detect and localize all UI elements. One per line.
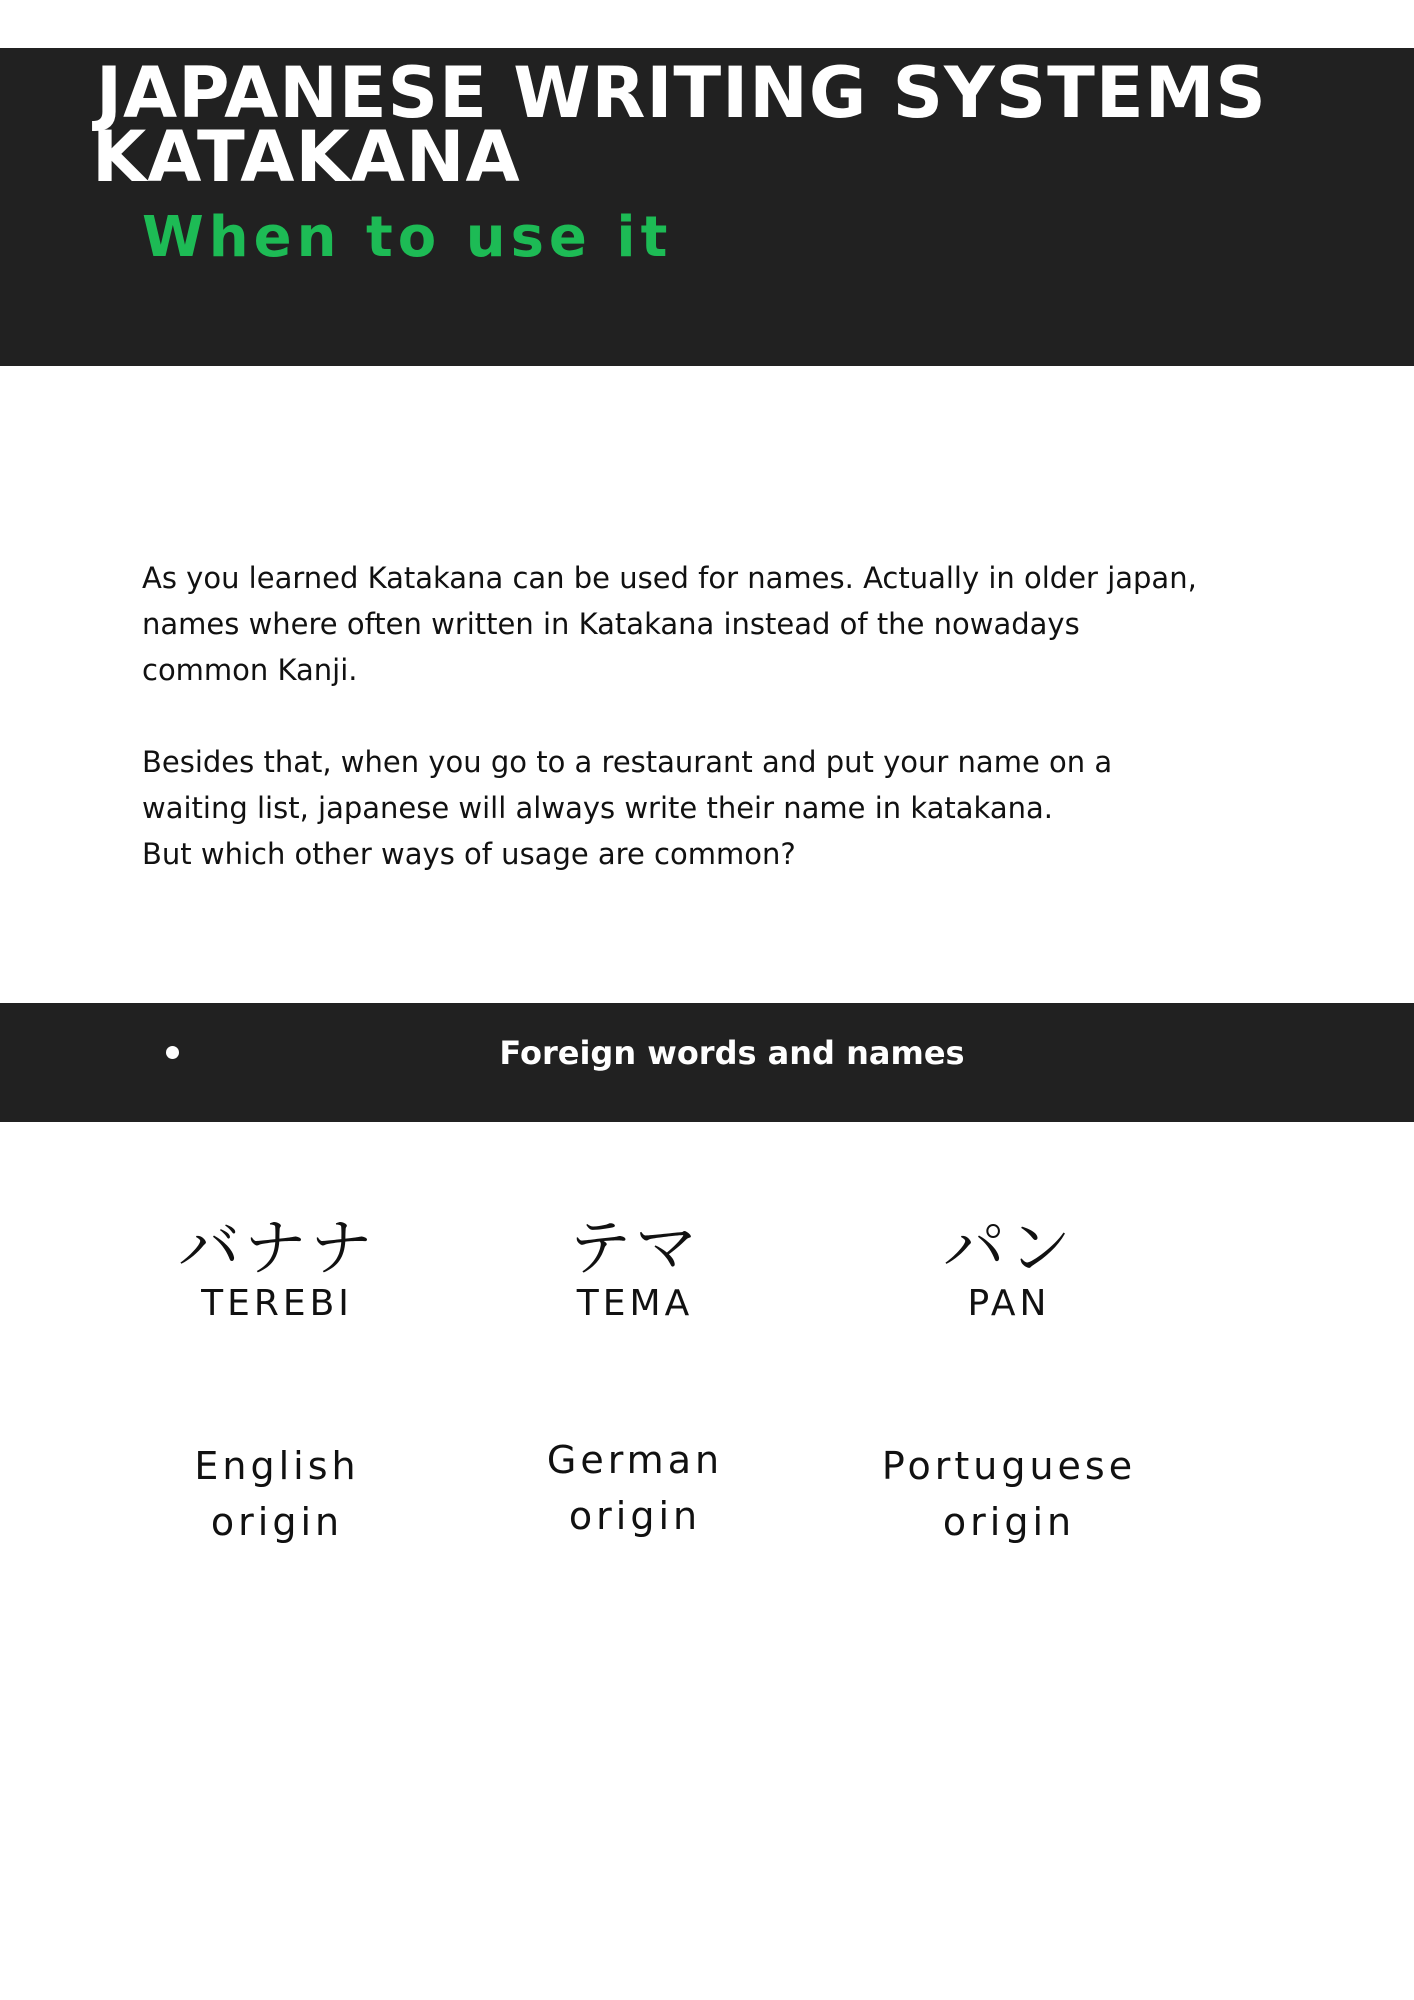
intro-text (142, 555, 1302, 923)
example-origin: English origin (194, 1444, 360, 1544)
example-origin: German origin (546, 1438, 724, 1538)
page-subtitle: When to use it (142, 205, 673, 270)
example-word-2 (475, 1212, 795, 1552)
example-romaji: TEREBI (201, 1283, 353, 1324)
page-title-line-2: KATAKANA (92, 116, 521, 198)
example-origin: Portuguese origin (881, 1444, 1137, 1544)
example-kana: バナナ (177, 1211, 376, 1284)
example-word-1 (117, 1212, 437, 1552)
example-word-3 (849, 1212, 1169, 1552)
example-kana: テマ (568, 1211, 701, 1284)
example-romaji: TEMA (576, 1283, 694, 1324)
intro-paragraph-1: As you learned Katakana can be used for names. Actually in older japan, names where often written in Katakana instead of the nowadays common Kanji. (142, 561, 1197, 687)
example-kana: パン (942, 1211, 1075, 1284)
example-romaji: PAN (967, 1283, 1051, 1324)
intro-paragraph-2: Besides that, when you go to a restaurant and put your name on a waiting list, japanese will always write their name in katakana. But which other ways of usage are common? (142, 745, 1113, 871)
section-heading: Foreign words and names (499, 1034, 965, 1072)
page-title-line-1: JAPANESE WRITING SYSTEMS (96, 52, 1267, 134)
